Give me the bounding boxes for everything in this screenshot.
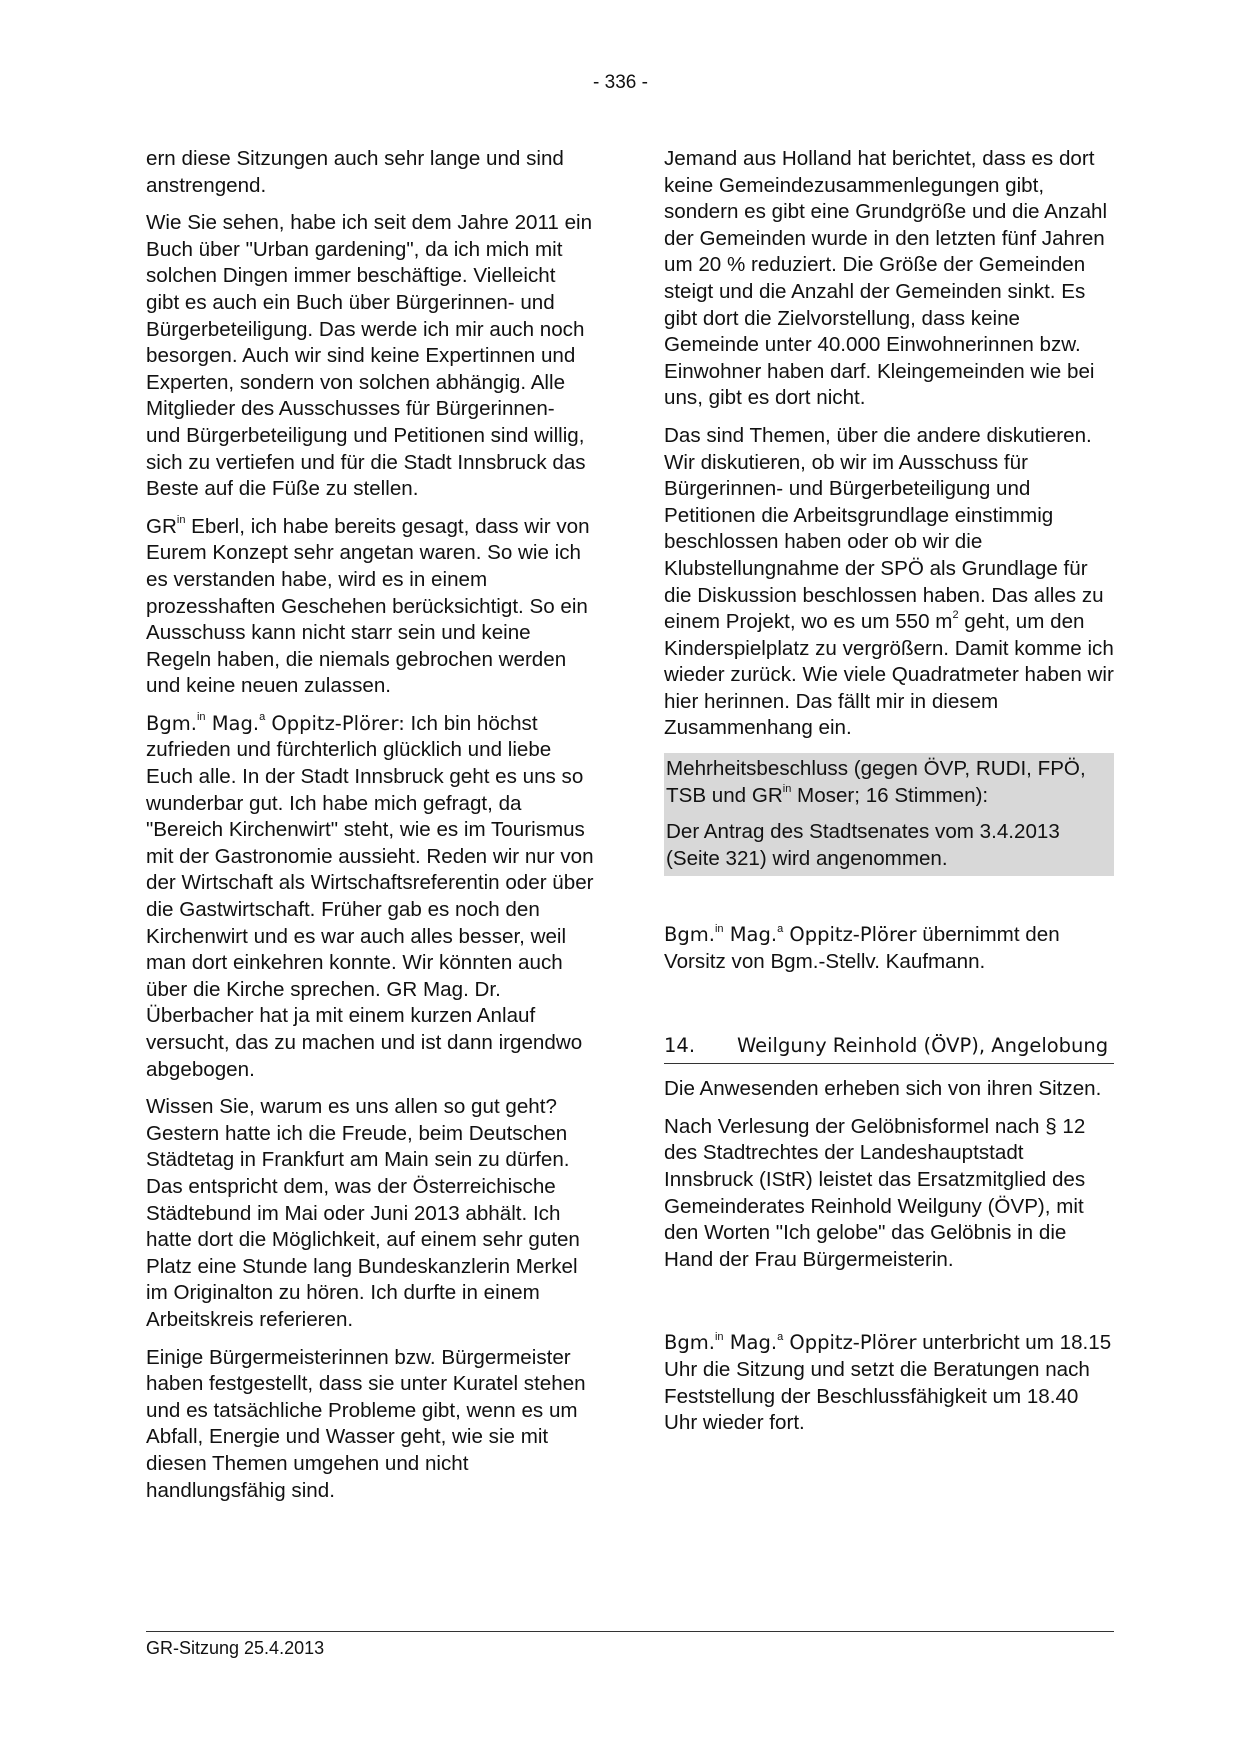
paragraph: Nach Verlesung der Gelöbnisformel nach § 12 des Stadtrechtes der Landeshauptstadt Innsbruck (IStR) leistet das Ersatzmitglied des Gemeinderates Reinhold Weilguny (ÖVP), mit den Worten "Ich gelobe" das Gelöbnis in die Hand der Frau Bürgermeisterin. [664,1114,1086,1271]
spacer [664,876,1114,922]
spacer [664,987,1114,1033]
resolution-box [664,753,1114,876]
chair-note [664,1330,1114,1436]
paragraph: Die Anwesenden erheben sich von ihren Sitzen. [664,1077,1102,1101]
resolution-text: Mehrheitsbeschluss (gegen ÖVP, RUDI, FPÖ, TSB und GR [666,757,1086,807]
superscript: a [777,1330,784,1343]
paragraph: Wie Sie sehen, habe ich seit dem Jahre 2011 ein Buch über "Urban gardening", da ich mich mit solchen Dingen immer beschäftige. Vielleicht gibt es auch ein Buch über Bürgerinnen- und Bürgerbeteiligung. Das werde ich mir auch noch besorgen. Auch wir sind keine Expertinnen und Experten, sondern von solchen abhängig. Alle Mitglieder des Ausschusses für Bürgerinnen- und Bürgerbeteiligung und Petitionen sind willig, sich zu vertiefen und für die Stadt Innsbruck das Beste auf die Füße zu stellen. [146,211,593,501]
superscript: in [714,922,724,935]
chair-note [664,922,1114,975]
paragraph-text: übernimmt den Vorsitz von Bgm.-Stellv. Kaufmann. [664,923,1060,974]
right-column [664,146,1114,1448]
resolution-vote [666,756,1112,809]
resolution-text: Moser; 16 Stimmen): [791,783,989,807]
speaker-title: Bgm. [146,711,197,735]
speaker-title: GR [146,514,177,538]
paragraph-text: unterbricht um 18.15 Uhr die Sitzung und setzt die Beratungen nach Feststellung der Beschlussfähigkeit um 18.40 Uhr wieder fort. [664,1331,1112,1435]
superscript: a [259,711,266,724]
speaker-title: Mag. [723,1331,778,1355]
paragraph: Wissen Sie, warum es uns allen so gut geht? Gestern hatte ich die Freude, beim Deutschen Städtetag in Frankfurt am Main sein zu dürfen. Das entspricht dem, was der Österreichische Städtebund im Mai oder Juni 2013 abhält. Ich hatte dort die Möglichkeit, auf einem sehr guten Platz eine Stunde lang Bundeskanzlerin Merkel im Originalton zu hören. Ich durfte in einem Arbeitskreis referieren. [146,1095,580,1331]
superscript: in [176,513,186,526]
speech-paragraph [146,711,594,1083]
speaker-name: Oppitz-Plörer [783,923,917,947]
speaker-title: Mag. [205,711,260,735]
paragraph: ern diese Sitzungen auch sehr lange und sind anstrengend. [146,147,564,197]
superscript: in [714,1330,724,1343]
speaker-name: Oppitz-Plörer: [265,711,405,735]
paragraph-text: Eberl, ich habe bereits gesagt, dass wir von Eurem Konzept sehr angetan waren. So wie ich es verstanden habe, wird es in einem prozesshaften Geschehen berücksichtigt. So ein Ausschuss kann nicht starr sein und keine Regeln haben, die niemals gebrochen werden und keine neuen zulassen. [146,514,590,698]
paragraph [664,423,1114,742]
speaker-title: Bgm. [664,1331,715,1355]
superscript: 2 [952,609,959,622]
resolution-result: Der Antrag des Stadtsenates vom 3.4.2013 (Seite 321) wird angenommen. [666,820,1060,870]
paragraph: Einige Bürgermeisterinnen bzw. Bürgermeister haben festgestellt, dass sie unter Kuratel stehen und es tatsächliche Probleme gibt, wenn es um Abfall, Energie und Wasser geht, wie sie mit diesen Themen umgehen und nicht handlungsfähig sind. [146,1345,586,1502]
superscript: in [782,782,792,795]
speaker-title: Bgm. [664,923,715,947]
paragraph-text: Das sind Themen, über die andere diskutieren. Wir diskutieren, ob wir im Ausschuss für Bürgerinnen- und Bürgerbeteiligung und Petitionen die Arbeitsgrundlage einstimmig beschlossen haben oder ob wir die Klubstellungnahme der SPÖ als Grundlage für die Diskussion beschlossen haben. Das alles zu einem Projekt, wo es um 550 m [664,423,1104,634]
paragraph-text: Ich bin höchst zufrieden und fürchterlich glücklich und liebe Euch alle. In der Stadt Innsbruck geht es uns so wunderbar gut. Ich habe mich gefragt, da "Bereich Kirchenwirt" steht, wie es im Tourismus mit der Gastronomie aussieht. Reden wir nur von der Wirtschaft als Wirtschaftsreferentin oder über die Gastwirtschaft. Früher gab es noch den Kirchenwirt und es war auch alles besser, weil man dort einkehren konnte. Wir könnten auch über die Kirche sprechen. GR Mag. Dr. Überbacher hat ja mit einem kurzen Anlauf versucht, das zu machen und ist dann irgendwo abgebogen. [146,711,594,1081]
agenda-item-heading [664,1033,1114,1065]
left-column [146,146,594,1515]
paragraph-text: geht, um den Kinderspielplatz zu vergrößern. Damit komme ich wieder zurück. Wie viele Quadratmeter haben wir hier herinnen. Das fällt mir in diesem Zusammenhang ein. [664,610,1114,740]
paragraph [146,514,594,700]
footer-divider [146,1631,1114,1632]
agenda-item-title: Weilguny Reinhold (ÖVP), Angelobung [737,1033,1109,1057]
page-number: - 336 - [593,72,648,93]
speaker-name: Oppitz-Plörer [783,1331,917,1355]
spacer [664,1284,1114,1330]
superscript: a [777,922,784,935]
superscript: in [196,711,206,724]
speaker-title: Mag. [723,923,778,947]
paragraph: Jemand aus Holland hat berichtet, dass es dort keine Gemeindezusammenlegungen gibt, sondern es gibt eine Grundgröße und die Anzahl der Gemeinden wurde in den letzten fünf Jahren um 20 % reduziert. Die Größe der Gemeinden steigt und die Anzahl der Gemeinden sinkt. Es gibt dort die Zielvorstellung, dass keine Gemeinde unter 40.000 Einwohnerinnen bzw. Einwohner haben darf. Kleingemeinden wie bei uns, gibt es dort nicht. [664,147,1108,410]
footer-text: GR-Sitzung 25.4.2013 [146,1638,325,1658]
agenda-item-number: 14. [664,1033,696,1057]
